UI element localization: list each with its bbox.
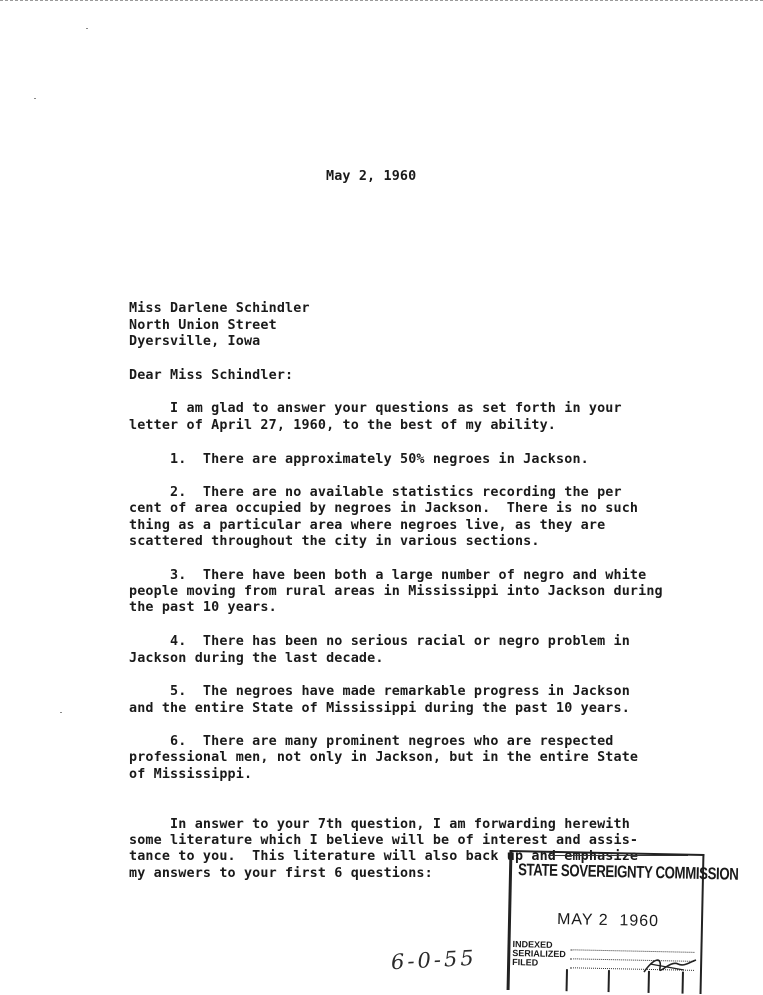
page-top-border	[0, 0, 763, 3]
stamp-divider	[608, 970, 610, 992]
text-line: my answers to your first 6 questions:	[129, 866, 433, 881]
text-line: 3. There have been both a large number of negro and white	[129, 568, 647, 583]
text-line: I am glad to answer your questions as set forth in your	[129, 401, 622, 416]
handwritten-file-number: 6-0-55	[390, 945, 478, 975]
text-line: 6. There are many prominent negroes who are respected	[129, 734, 614, 749]
stamp-filed-label: FILED	[512, 957, 539, 968]
text-line: 4. There has been no serious racial or negro problem in	[129, 634, 630, 649]
text-line: tance to you. This literature will also back up and emphasize	[129, 849, 639, 864]
recipient-city: Dyersville, Iowa	[129, 334, 261, 349]
text-line: Jackson during the last decade.	[129, 651, 384, 666]
text-line: In answer to your 7th question, I am forwarding herewith	[129, 817, 630, 832]
stamp-title: STATE SOVEREIGNTY COMMISSION	[517, 860, 739, 884]
recipient-street: North Union Street	[129, 318, 277, 333]
text-line: scattered throughout the city in various sections.	[129, 534, 540, 549]
text-line: and the entire State of Mississippi during the past 10 years.	[129, 701, 630, 716]
text-line: thing as a particular area where negroes live, as they are	[129, 518, 606, 533]
stamp-divider	[566, 969, 568, 991]
text-line: of Mississippi.	[129, 767, 253, 782]
text-line: some literature which I believe will be of interest and assis-	[129, 833, 639, 848]
text-line: 5. The negroes have made remarkable progress in Jackson	[129, 684, 630, 699]
scan-speck	[60, 712, 62, 713]
text-line: cent of area occupied by negroes in Jackson. There is no such	[129, 501, 639, 516]
scan-speck	[86, 28, 88, 29]
recipient-name: Miss Darlene Schindler	[129, 301, 310, 316]
text-line: letter of April 27, 1960, to the best of my ability.	[129, 418, 557, 433]
text-line: 2. There are no available statistics recording the per	[129, 485, 622, 500]
text-line: people moving from rural areas in Mississippi into Jackson during	[129, 584, 663, 599]
stamp-indexed-label: INDEXED	[512, 939, 553, 950]
salutation: Dear Miss Schindler:	[129, 368, 294, 383]
stamp-date: MAY 2 1960	[556, 910, 660, 931]
handwritten-initials	[640, 950, 700, 984]
text-line: professional men, not only in Jackson, but in the entire State	[129, 750, 639, 765]
scan-speck	[34, 98, 36, 99]
text-line: the past 10 years.	[129, 600, 277, 615]
letter-date: May 2, 1960	[326, 169, 417, 184]
stamp-serialized-label: SERIALIZED	[512, 948, 566, 960]
text-line: 1. There are approximately 50% negroes in Jackson.	[129, 452, 589, 467]
